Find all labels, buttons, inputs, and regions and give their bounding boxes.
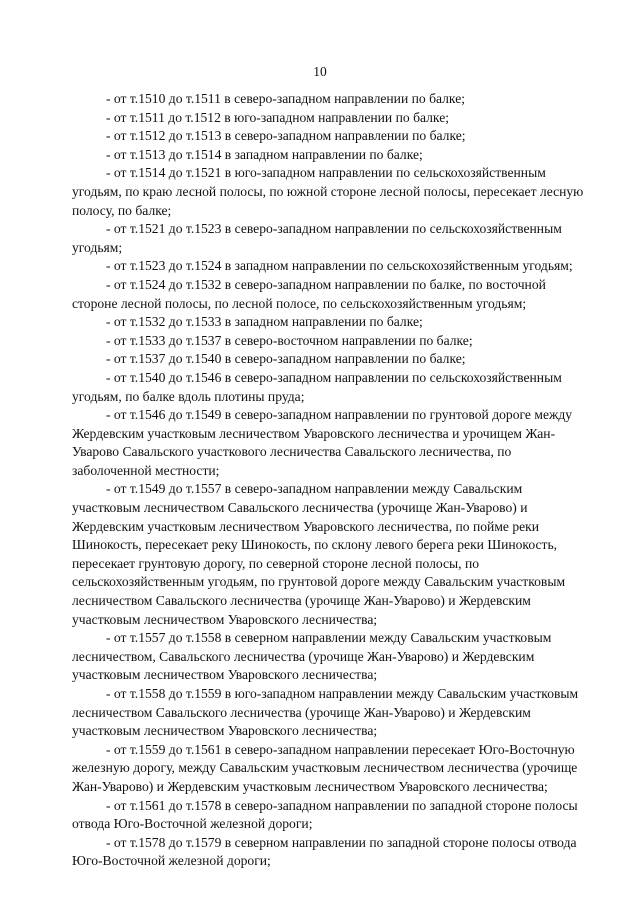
paragraph: - от т.1561 до т.1578 в северо-западном направлении по западной стороне полосы отвода Юго-Восточной железной дороги; — [72, 797, 578, 832]
paragraph: - от т.1549 до т.1557 в северо-западном направлении между Савальским участковым лесничеством Савальского лесничества (урочище Жан-Уварово) и Жердевским участковым лесничеством Уваровского лесничества, по пойме реки Шинокость, пересекает реку Шинокость, по склону левого берега реки Шинокость, пересекает грунтовую дорогу, по северной стороне лесной полосы, по сельскохозяйственным угодьям, по грунтовой дороге между Савальским участковым лесничеством Савальского лесничества (урочище Жан-Уварово) и Жердевским участковым лесничеством Уваровского лесничества; — [72, 481, 566, 627]
paragraph: - от т.1514 до т.1521 в юго-западном направлении по сельскохозяйственным угодьям, по краю лесной полосы, по южной стороне лесной полосы, пересекает лесную полосу, по балке; — [72, 165, 584, 218]
paragraph: - от т.1532 до т.1533 в западном направлении по балке; — [106, 314, 423, 330]
paragraph: - от т.1513 до т.1514 в западном направлении по балке; — [106, 146, 423, 162]
paragraph: - от т.1540 до т.1546 в северо-западном направлении по сельскохозяйственным угодьям, по балке вдоль плотины пруда; — [72, 369, 562, 404]
paragraph: - от т.1578 до т.1579 в северном направлении по западной стороне полосы отвода Юго-Восточной железной дороги; — [72, 834, 577, 869]
paragraph: - от т.1558 до т.1559 в юго-западном направлении между Савальским участковым лесничеством Савальского лесничества (урочище Жан-Уварово) и Жердевским участковым лесничеством Уваровского лесничества; — [72, 686, 579, 739]
paragraph: - от т.1533 до т.1537 в северо-восточном направлении по балке; — [106, 332, 473, 348]
paragraph: - от т.1546 до т.1549 в северо-западном направлении по грунтовой дороге между Жердевским участковым лесничеством Уваровского лесничества и урочищем Жан-Уварово Савальского участкового лесничества Савальского лесничества, по заболоченной местности; — [72, 407, 573, 478]
paragraph: - от т.1559 до т.1561 в северо-западном направлении пересекает Юго-Восточную железную дорогу, между Савальским участковым лесничеством лесничества (урочище Жан-Уварово) и Жердевским участковым лесничеством Уваровского лесничества; — [72, 741, 578, 794]
boundary-description-text — [72, 90, 586, 871]
page-number: 10 — [313, 64, 327, 79]
paragraph: - от т.1537 до т.1540 в северо-западном направлении по балке; — [106, 351, 466, 367]
paragraph: - от т.1523 до т.1524 в западном направлении по сельскохозяйственным угодьям; — [106, 258, 573, 274]
paragraph: - от т.1557 до т.1558 в северном направлении между Савальским участковым лесничеством, Савальского лесничества (урочище Жан-Уварово) и Жердевским участковым лесничеством Уваровского лесничества; — [72, 630, 552, 683]
paragraph: - от т.1524 до т.1532 в северо-западном направлении по балке, по восточной стороне лесной полосы, по лесной полосе, по сельскохозяйственным угодьям; — [72, 276, 546, 311]
paragraph: - от т.1521 до т.1523 в северо-западном направлении по сельскохозяйственным угодьям; — [72, 221, 562, 255]
paragraph: - от т.1511 до т.1512 в юго-западном направлении по балке; — [106, 109, 450, 125]
paragraph: - от т.1510 до т.1511 в северо-западном направлении по балке; — [106, 91, 466, 106]
paragraph: - от т.1512 до т.1513 в северо-западном направлении по балке; — [106, 128, 466, 144]
